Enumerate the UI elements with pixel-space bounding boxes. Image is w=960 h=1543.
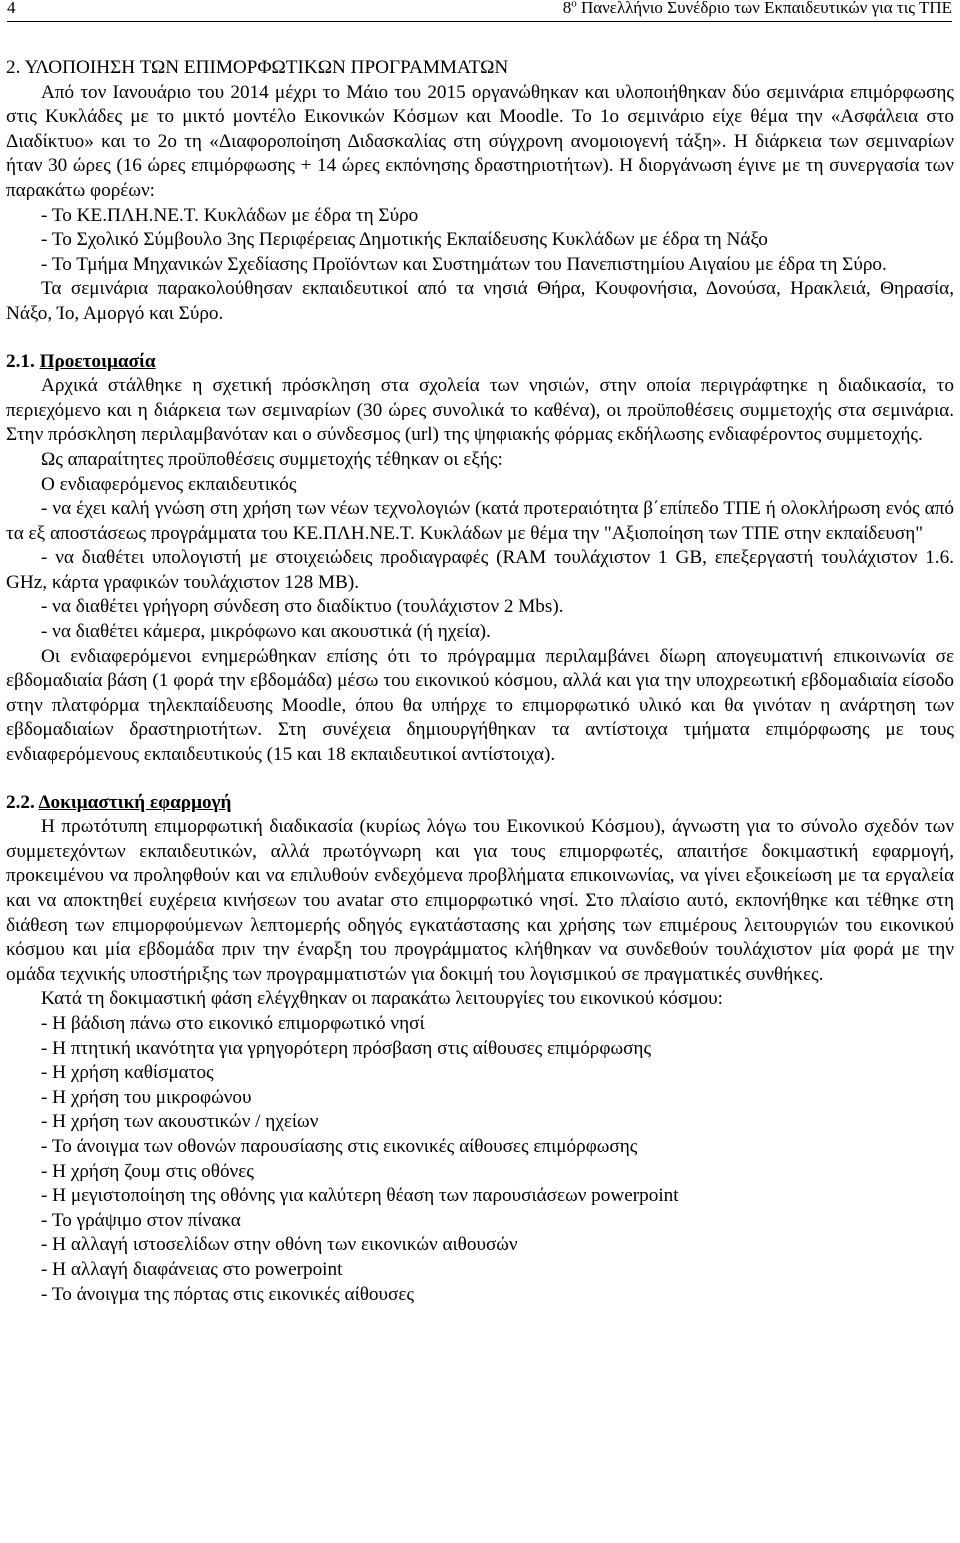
running-title: $8^o$ Πανελλήνιο Συνέδριο των Εκπαιδευτικών για τις ΤΠΕ — [562, 0, 952, 17]
partner-item: - Το Τμήμα Μηχανικών Σχεδίασης Προϊόντων και Συστημάτων του Πανεπιστημίου Αιγαίου με έδρα τη Σύρο. — [41, 253, 887, 275]
prerequisite-item: - να διαθέτει γρήγορη σύνδεση στο διαδίκτυο (τουλάχιστον 2 Mbs). — [41, 596, 564, 618]
function-item: - Η πτητική ικανότητα για γρηγορότερη πρόσβαση στις αίθουσες επιμόρφωσης — [41, 1037, 652, 1059]
prerequisite-item: - να διαθέτει υπολογιστή με στοιχειώδεις προδιαγραφές (RAM τουλάχιστον 1 GB, επεξεργαστή τουλάχιστον 1.6. GHz, κάρτα γραφικών τουλάχιστον 128 MB). — [6, 547, 954, 593]
partner-item: - Το ΚΕ.ΠΛΗ.ΝΕ.Τ. Κυκλάδων με έδρα τη Σύρο — [41, 204, 419, 226]
prerequisite-item: - να έχει καλή γνώση στη χρήση των νέων τεχνολογιών (κατά προτεραιότητα β΄επίπεδο ΤΠΕ ή ολοκλήρωση ενός από τα εξ αποστάσεως προγράμματα του ΚΕ.ΠΛΗ.ΝΕ.Τ. Κυκλάδων με θέμα την "Αξιοποίηση των ΤΠΕ στην εκπαίδευση" — [6, 498, 954, 544]
prerequisites-subject: Ο ενδιαφερόμενος εκπαιδευτικός — [41, 473, 297, 495]
section-2-2-paragraph: Κατά τη δοκιμαστική φάση ελέγχθηκαν οι παρακάτω λειτουργίες του εικονικού κόσμου: — [41, 988, 723, 1010]
header-divider — [7, 21, 952, 22]
function-item: - Το άνοιγμα της πόρτας στις εικονικές αίθουσες — [41, 1283, 415, 1305]
prerequisites-intro: Ως απαραίτητες προϋποθέσεις συμμετοχής τέθηκαν οι εξής: — [41, 448, 503, 470]
function-item: - Η χρήση του μικροφώνου — [41, 1086, 252, 1108]
function-item: - Η αλλαγή ιστοσελίδων στην οθόνη των εικονικών αιθουσών — [41, 1234, 518, 1256]
islands-paragraph: Τα σεμινάρια παρακολούθησαν εκπαιδευτικοί από τα νησιά Θήρα, Κουφονήσια, Δονούσα, Ηρακλειά, Θηρασία, Νάξο, Ίο, Αμοργό και Σύρο. — [6, 278, 954, 324]
section-2-2-heading: 2.2. Δοκιμαστική εφαρμογή — [6, 791, 232, 813]
page-number: 4 — [7, 0, 16, 17]
page-body — [6, 56, 954, 1307]
function-item: - Το άνοιγμα των οθονών παρουσίασης στις εικονικές αίθουσες επιμόρφωσης — [41, 1135, 638, 1157]
section-2-1-heading: 2.1. Προετοιμασία — [6, 350, 156, 372]
function-item: - Η βάδιση πάνω στο εικονικό επιμορφωτικό νησί — [41, 1012, 425, 1034]
function-item: - Η αλλαγή διαφάνειας στο powerpoint — [41, 1258, 343, 1280]
section-2-title: 2. ΥΛΟΠΟΙΗΣΗ ΤΩΝ ΕΠΙΜΟΡΦΩΤΙΚΩΝ ΠΡΟΓΡΑΜΜΑΤΩΝ — [6, 57, 509, 78]
function-item: - Η χρήση των ακουστικών / ηχείων — [41, 1111, 319, 1133]
section-2-intro: Από τον Ιανουάριο του 2014 μέχρι το Μάιο του 2015 οργανώθηκαν και υλοποιήθηκαν δύο σεμινάρια επιμόρφωσης στις Κυκλάδες με το μικτό μοντέλο Εικονικών Κόσμων και Moodle. Το 1ο σεμινάριο είχε θέμα την «Ασφάλεια στο Διαδίκτυο» και το 2ο τη «Διαφοροποίηση Διδασκαλίας στη σύγχρονη ανομοιογενή τάξη». Η διάρκεια των σεμιναρίων ήταν 30 ώρες (16 ώρες επιμόρφωσης + 14 ώρες εκπόνησης δραστηριοτήτων). Η διοργάνωση έγινε με τη συνεργασία των παρακάτω φορέων: — [6, 81, 954, 201]
function-item: - Η χρήση καθίσματος — [41, 1062, 214, 1084]
function-item: - Το γράψιμο στον πίνακα — [41, 1209, 241, 1231]
section-2-2-paragraph: Η πρωτότυπη επιμορφωτική διαδικασία (κυρίως λόγω του Εικονικού Κόσμου), άγνωστη για το σύνολο σχεδόν των συμμετεχόντων εκπαιδευτικών, αλλά πρωτόγνωρη και για τους επιμορφωτές, απαιτήσε δοκιμαστική εφαρμογή, προκειμένου να προληφθούν και να επιλυθούν ενδεχόμενα προβλήματα επικοινωνίας, να γίνει εξοικείωση με τα εργαλεία και να αποκτηθεί ευχέρεια κινήσεων του avatar στο επιμορφωτικό νησί. Στο πλαίσιο αυτό, εκπονήθηκε και τέθηκε στη διάθεση των επιμορφούμενων λεπτομερής οδηγός εγκατάστασης και χρήσης των επιμέρους λειτουργιών του εικονικού κόσμου και μία εβδομάδα πριν την έναρξη του προγράμματος κλήθηκαν να συνδεθούν τουλάχιστον μία φορά με την ομάδα τεχνικής υποστήριξης των προγραμματιστών για δοκιμή του λογισμικού σε πραγματικές συνθήκες. — [6, 816, 954, 985]
function-item: - Η χρήση ζουμ στις οθόνες — [41, 1160, 254, 1182]
section-2-1-paragraph: Οι ενδιαφερόμενοι ενημερώθηκαν επίσης ότι το πρόγραμμα περιλαμβάνει δίωρη απογευματινή επικοινωνία σε εβδομαδιαία βάση (1 φορά την εβδομάδα) μέσω του εικονικού κόσμου, αλλά και για την υποχρεωτική εβδομαδιαία είσοδο στην πλατφόρμα τηλεκπαίδευσης Moodle, όπου θα υπήρχε το επιμορφωτικό υλικό και θα γινόταν η ανάρτηση των εβδομαδιαίων δραστηριοτήτων. Στη συνέχεια δημιουργήθηκαν τα αντίστοιχα τμήματα επιμόρφωσης με τους ενδιαφερόμενους εκπαιδευτικούς (15 και 18 εκπαιδευτικοί αντίστοιχα). — [6, 645, 954, 766]
partner-item: - Το Σχολικό Σύμβουλο 3ης Περιφέρειας Δημοτικής Εκπαίδευσης Κυκλάδων με έδρα τη Νάξο — [41, 229, 768, 251]
page-header — [7, 0, 952, 15]
section-2-1-paragraph: Αρχικά στάλθηκε η σχετική πρόσκληση στα σχολεία των νησιών, στην οποία περιγράφτηκε η διαδικασία, το περιεχόμενο και η διάρκεια των σεμιναρίων (30 ώρες συνολικά το καθένα), οι προϋποθέσεις συμμετοχής στα σεμινάρια. Στην πρόσκληση περιλαμβανόταν και ο σύνδεσμος (url) της ψηφιακής φόρμας εκδήλωσης ενδιαφέροντος συμμετοχής. — [6, 375, 954, 446]
prerequisite-item: - να διαθέτει κάμερα, μικρόφωνο και ακουστικά (ή ηχεία). — [41, 621, 491, 643]
function-item: - Η μεγιστοποίηση της οθόνης για καλύτερη θέαση των παρουσιάσεων powerpoint — [41, 1185, 679, 1207]
